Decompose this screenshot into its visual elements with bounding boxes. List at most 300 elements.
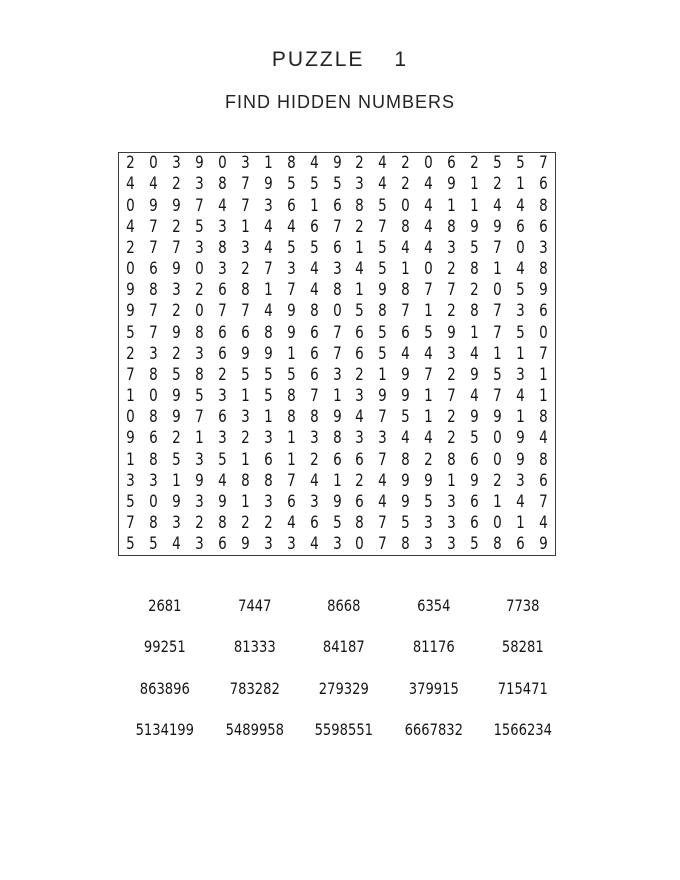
grid-digit: 7 [286, 280, 296, 300]
page-subtitle: FIND HIDDEN NUMBERS [224, 92, 455, 112]
grid-digit: 1 [240, 491, 250, 511]
grid-digit: 1 [263, 280, 273, 300]
grid-digit: 6 [516, 534, 525, 554]
grid-digit: 1 [286, 428, 296, 448]
hidden-number: 5598551 [314, 720, 374, 740]
grid-digit: 9 [172, 322, 181, 342]
hidden-number: 58281 [502, 637, 545, 657]
grid-digit: 8 [309, 301, 319, 321]
grid-digit: 8 [149, 449, 158, 469]
grid-digit: 7 [309, 386, 319, 406]
grid-digit: 1 [263, 153, 273, 173]
grid-digit: 8 [263, 470, 273, 490]
grid-digit: 6 [355, 449, 365, 469]
grid-digit: 1 [539, 364, 548, 384]
grid-digit: 5 [378, 259, 388, 279]
grid-digit: 1 [424, 407, 434, 427]
grid-digit: 1 [470, 174, 479, 194]
grid-digit: 6 [217, 407, 227, 427]
grid-digit: 3 [217, 428, 227, 448]
grid-digit: 3 [240, 237, 250, 257]
grid-digit: 5 [424, 491, 434, 511]
grid-digit: 3 [240, 153, 250, 173]
grid-digit: 1 [493, 491, 502, 511]
grid-digit: 1 [240, 216, 250, 236]
grid-digit: 4 [401, 237, 411, 257]
grid-digit: 3 [286, 534, 296, 554]
grid-digit: 5 [470, 428, 479, 448]
grid-digit: 0 [424, 153, 434, 173]
grid-digit: 9 [516, 428, 525, 448]
grid-digit: 2 [240, 513, 250, 532]
grid-digit: 3 [309, 428, 319, 448]
grid-digit: 7 [240, 301, 250, 321]
grid-digit: 7 [378, 513, 388, 532]
grid-digit: 5 [126, 534, 135, 554]
grid-digit: 9 [424, 470, 434, 490]
grid-digit: 3 [194, 343, 204, 363]
grid-digit: 9 [470, 407, 479, 427]
grid-digit: 5 [378, 195, 388, 215]
grid-digit: 6 [286, 195, 296, 215]
grid-digit: 1 [470, 195, 479, 215]
grid-digit: 4 [378, 174, 388, 194]
grid-digit: 1 [332, 386, 342, 406]
grid-digit: 3 [355, 174, 365, 194]
grid-digit: 3 [240, 407, 250, 427]
grid-digit: 4 [401, 428, 411, 448]
grid-digit: 7 [447, 280, 457, 300]
grid-digit: 5 [378, 322, 388, 342]
grid-digit: 2 [172, 343, 181, 363]
grid-digit: 0 [493, 449, 502, 469]
grid-digit: 8 [470, 301, 479, 321]
grid-digit: 9 [493, 216, 502, 236]
grid-digit: 9 [401, 470, 411, 490]
grid-digit: 4 [424, 343, 434, 363]
grid-digit: 4 [217, 470, 227, 490]
grid-digit: 1 [493, 259, 502, 279]
grid-digit: 7 [332, 216, 342, 236]
grid-digit: 7 [217, 301, 227, 321]
grid-digit: 8 [447, 449, 457, 469]
grid-digit: 2 [470, 153, 479, 173]
grid-digit: 1 [470, 322, 479, 342]
grid-digit: 3 [332, 259, 342, 279]
grid-digit: 5 [126, 322, 135, 342]
grid-digit: 9 [217, 491, 227, 511]
grid-digit: 5 [194, 216, 204, 236]
grid-digit: 6 [470, 513, 479, 532]
hidden-number: 99251 [143, 637, 186, 657]
grid-digit: 6 [539, 301, 548, 321]
grid-digit: 2 [172, 428, 181, 448]
hidden-number: 863896 [139, 678, 190, 698]
grid-digit: 0 [194, 301, 204, 321]
grid-digit: 9 [194, 153, 204, 173]
grid-digit: 3 [126, 470, 135, 490]
grid-digit: 9 [126, 428, 135, 448]
grid-digit: 6 [470, 491, 479, 511]
grid-digit: 5 [240, 364, 250, 384]
grid-digit: 7 [378, 449, 388, 469]
grid-digit: 3 [424, 513, 434, 532]
grid-digit: 9 [447, 174, 457, 194]
grid-digit: 0 [217, 153, 227, 173]
grid-digit: 5 [516, 280, 525, 300]
grid-digit: 3 [516, 364, 525, 384]
grid-digit: 4 [126, 174, 135, 194]
grid-digit: 6 [332, 237, 342, 257]
grid-digit: 8 [194, 322, 204, 342]
grid-digit: 6 [217, 322, 227, 342]
grid-digit: 0 [149, 153, 158, 173]
grid-digit: 7 [332, 322, 342, 342]
grid-digit: 8 [539, 195, 548, 215]
grid-digit: 1 [401, 259, 411, 279]
grid-digit: 5 [378, 237, 388, 257]
grid-digit: 2 [355, 364, 365, 384]
grid-digit: 0 [493, 513, 502, 532]
grid-digit: 3 [217, 386, 227, 406]
grid-digit: 8 [149, 513, 158, 532]
grid-digit: 0 [194, 259, 204, 279]
grid-digit: 4 [286, 216, 296, 236]
grid-digit: 2 [240, 428, 250, 448]
title-word: PUZZLE [271, 48, 365, 71]
grid-digit: 3 [516, 301, 525, 321]
grid-digit: 6 [217, 280, 227, 300]
grid-digit: 7 [149, 322, 158, 342]
grid-digit: 9 [172, 491, 181, 511]
grid-digit: 1 [194, 428, 204, 448]
grid-digit: 8 [401, 280, 411, 300]
grid-digit: 3 [309, 491, 319, 511]
grid-digit: 9 [539, 534, 548, 554]
grid-digit: 8 [263, 322, 273, 342]
hidden-number: 6354 [416, 595, 451, 615]
grid-digit: 2 [172, 301, 181, 321]
grid-digit: 4 [355, 407, 365, 427]
grid-digit: 7 [126, 513, 135, 532]
grid-digit: 2 [493, 470, 502, 490]
grid-digit: 7 [332, 343, 342, 363]
hidden-number: 379915 [408, 678, 459, 698]
grid-digit: 6 [539, 174, 548, 194]
grid-digit: 7 [378, 534, 388, 554]
grid-digit: 2 [217, 364, 227, 384]
grid-digit: 0 [355, 534, 365, 554]
grid-digit: 7 [539, 491, 548, 511]
grid-digit: 4 [401, 343, 411, 363]
grid-digit: 3 [194, 534, 204, 554]
grid-digit: 2 [447, 407, 457, 427]
grid-digit: 6 [332, 449, 342, 469]
grid-digit: 9 [263, 343, 273, 363]
grid-digit: 6 [217, 534, 227, 554]
grid-digit: 7 [149, 301, 158, 321]
grid-digit: 4 [516, 259, 525, 279]
puzzle-number: 1 [394, 48, 409, 71]
grid-digit: 3 [539, 237, 548, 257]
grid-digit: 3 [263, 428, 273, 448]
grid-digit: 8 [493, 534, 502, 554]
grid-digit: 5 [263, 364, 273, 384]
grid-digit: 3 [172, 153, 181, 173]
grid-digit: 4 [309, 534, 319, 554]
hidden-number: 2681 [148, 595, 182, 615]
grid-digit: 2 [447, 364, 457, 384]
grid-digit: 3 [447, 343, 457, 363]
grid-digit: 7 [493, 322, 502, 342]
grid-digit: 9 [172, 259, 181, 279]
grid-digit: 1 [378, 364, 388, 384]
grid-digit: 3 [149, 470, 158, 490]
grid-digit: 6 [309, 322, 319, 342]
grid-digit: 4 [424, 237, 434, 257]
grid-digit: 8 [470, 259, 479, 279]
grid-digit: 1 [516, 513, 525, 532]
grid-digit: 3 [332, 534, 342, 554]
grid-digit: 7 [240, 174, 250, 194]
grid-digit: 1 [332, 470, 342, 490]
grid-digit: 3 [194, 449, 204, 469]
grid-digit: 4 [263, 301, 273, 321]
grid-digit: 1 [516, 174, 525, 194]
grid-digit: 4 [309, 470, 319, 490]
grid-digit: 2 [172, 174, 181, 194]
grid-digit: 2 [493, 174, 502, 194]
grid-digit: 5 [286, 364, 296, 384]
grid-digit: 4 [424, 174, 434, 194]
grid-digit: 7 [194, 195, 204, 215]
hidden-number: 783282 [229, 678, 280, 698]
grid-digit: 7 [539, 343, 548, 363]
grid-digit: 3 [516, 470, 525, 490]
grid-digit: 6 [355, 343, 365, 363]
grid-digit: 4 [424, 428, 434, 448]
grid-digit: 6 [309, 364, 319, 384]
grid-digit: 8 [217, 513, 227, 532]
grid-digit: 6 [263, 449, 273, 469]
grid-digit: 9 [401, 386, 411, 406]
grid-digit: 3 [355, 386, 365, 406]
hidden-number: 81176 [412, 637, 455, 657]
grid-digit: 1 [355, 237, 365, 257]
grid-digit: 5 [401, 513, 411, 532]
hidden-number: 84187 [323, 637, 365, 657]
grid-digit: 7 [149, 237, 158, 257]
grid-digit: 8 [217, 174, 227, 194]
grid-digit: 3 [217, 216, 227, 236]
grid-digit: 3 [149, 343, 158, 363]
grid-digit: 8 [217, 237, 227, 257]
grid-digit: 8 [378, 301, 388, 321]
grid-digit: 5 [126, 491, 135, 511]
grid-digit: 9 [539, 280, 548, 300]
grid-digit: 6 [401, 322, 411, 342]
grid-digit: 0 [126, 407, 135, 427]
grid-digit: 2 [194, 513, 204, 532]
grid-digit: 5 [194, 386, 204, 406]
grid-digit: 9 [286, 322, 296, 342]
grid-digit: 5 [516, 153, 525, 173]
grid-digit: 9 [332, 407, 342, 427]
grid-digit: 3 [172, 513, 181, 532]
grid-digit: 7 [194, 407, 204, 427]
grid-digit: 2 [126, 237, 135, 257]
hidden-number: 715471 [498, 678, 549, 698]
grid-digit: 8 [332, 428, 342, 448]
grid-digit: 1 [493, 343, 502, 363]
grid-digit: 4 [149, 174, 158, 194]
grid-digit: 0 [126, 259, 135, 279]
grid-digit: 2 [263, 513, 273, 532]
grid-digit: 3 [286, 259, 296, 279]
grid-digit: 4 [309, 259, 319, 279]
grid-digit: 0 [516, 237, 525, 257]
grid-digit: 8 [149, 407, 158, 427]
grid-digit: 0 [539, 322, 548, 342]
grid-digit: 1 [172, 470, 181, 490]
grid-digit: 5 [401, 407, 411, 427]
grid-digit: 1 [424, 386, 434, 406]
hidden-number: 5489958 [225, 720, 284, 740]
grid-digit: 2 [401, 174, 411, 194]
grid-digit: 9 [172, 195, 181, 215]
hidden-number: 7447 [237, 595, 272, 615]
grid-digit: 0 [493, 428, 502, 448]
grid-digit: 9 [378, 280, 388, 300]
grid-digit: 5 [309, 237, 319, 257]
grid-digit: 6 [332, 195, 342, 215]
grid-digit: 9 [332, 153, 342, 173]
grid-digit: 7 [447, 386, 457, 406]
page-title [0, 48, 680, 72]
grid-digit: 4 [424, 216, 434, 236]
grid-digit: 6 [240, 322, 250, 342]
hidden-number: 1566234 [493, 720, 553, 740]
grid-digit: 4 [378, 470, 388, 490]
grid-digit: 9 [149, 195, 158, 215]
grid-digit: 2 [309, 449, 319, 469]
hidden-number: 8668 [327, 595, 361, 615]
grid-digit: 1 [263, 407, 273, 427]
grid-digit: 8 [447, 216, 457, 236]
hidden-number: 5134199 [135, 720, 195, 740]
hidden-numbers-list [120, 585, 568, 751]
grid-digit: 4 [378, 153, 388, 173]
grid-digit: 2 [401, 153, 411, 173]
grid-digit: 4 [516, 195, 525, 215]
grid-digit: 7 [401, 301, 411, 321]
number-grid [118, 152, 556, 556]
grid-digit: 7 [424, 280, 434, 300]
grid-digit: 3 [263, 534, 273, 554]
grid-digit: 2 [172, 216, 181, 236]
grid-digit: 1 [126, 386, 135, 406]
grid-digit: 3 [263, 491, 273, 511]
grid-digit: 8 [401, 534, 411, 554]
hidden-number: 81333 [233, 637, 276, 657]
grid-digit: 6 [286, 491, 296, 511]
grid-digit: 9 [172, 386, 181, 406]
grid-digit: 9 [126, 301, 135, 321]
grid-digit: 9 [401, 491, 411, 511]
grid-digit: 2 [194, 280, 204, 300]
grid-digit: 5 [424, 322, 434, 342]
grid-digit: 7 [424, 364, 434, 384]
grid-digit: 9 [401, 364, 411, 384]
grid-digit: 3 [447, 237, 457, 257]
hidden-number: 6667832 [404, 720, 463, 740]
grid-digit: 4 [355, 259, 365, 279]
grid-digit: 8 [286, 386, 296, 406]
grid-digit: 5 [286, 237, 296, 257]
grid-digit: 3 [355, 428, 365, 448]
grid-digit: 2 [126, 343, 135, 363]
grid-digit: 6 [355, 322, 365, 342]
grid-digit: 4 [126, 216, 135, 236]
grid-digit: 8 [401, 216, 411, 236]
grid-digit: 1 [286, 343, 296, 363]
grid-digit: 1 [516, 343, 525, 363]
grid-digit: 9 [470, 216, 479, 236]
grid-digit: 0 [149, 491, 158, 511]
grid-digit: 6 [149, 428, 158, 448]
grid-digit: 2 [355, 216, 365, 236]
grid-digit: 5 [263, 386, 273, 406]
grid-digit: 2 [126, 153, 135, 173]
grid-digit: 4 [172, 534, 181, 554]
grid-digit: 8 [149, 364, 158, 384]
grid-digit: 9 [447, 322, 457, 342]
grid-digit: 0 [493, 280, 502, 300]
grid-digit: 4 [309, 280, 319, 300]
grid-digit: 6 [309, 513, 319, 532]
grid-digit: 8 [539, 259, 548, 279]
grid-digit: 4 [516, 491, 525, 511]
grid-digit: 6 [539, 470, 548, 490]
grid-digit: 6 [309, 216, 319, 236]
grid-digit: 6 [470, 449, 479, 469]
grid-digit: 4 [424, 195, 434, 215]
grid-digit: 1 [126, 449, 135, 469]
grid-digit: 7 [126, 364, 135, 384]
grid-digit: 9 [470, 470, 479, 490]
grid-digit: 9 [126, 280, 135, 300]
grid-digit: 9 [470, 364, 479, 384]
grid-digit: 1 [240, 386, 250, 406]
grid-digit: 3 [217, 259, 227, 279]
grid-digit: 0 [149, 386, 158, 406]
grid-digit: 8 [355, 195, 365, 215]
grid-digit: 3 [194, 174, 204, 194]
grid-digit: 6 [355, 491, 365, 511]
grid-digit: 9 [240, 343, 250, 363]
grid-digit: 1 [447, 470, 457, 490]
grid-digit: 2 [470, 280, 479, 300]
grid-digit: 5 [470, 534, 479, 554]
grid-digit: 7 [263, 259, 273, 279]
grid-digit: 8 [309, 407, 319, 427]
grid-digit: 5 [309, 174, 319, 194]
grid-digit: 4 [470, 343, 479, 363]
grid-digit: 8 [240, 470, 250, 490]
grid-digit: 7 [172, 237, 181, 257]
grid-digit: 3 [194, 237, 204, 257]
grid-digit: 7 [493, 237, 502, 257]
